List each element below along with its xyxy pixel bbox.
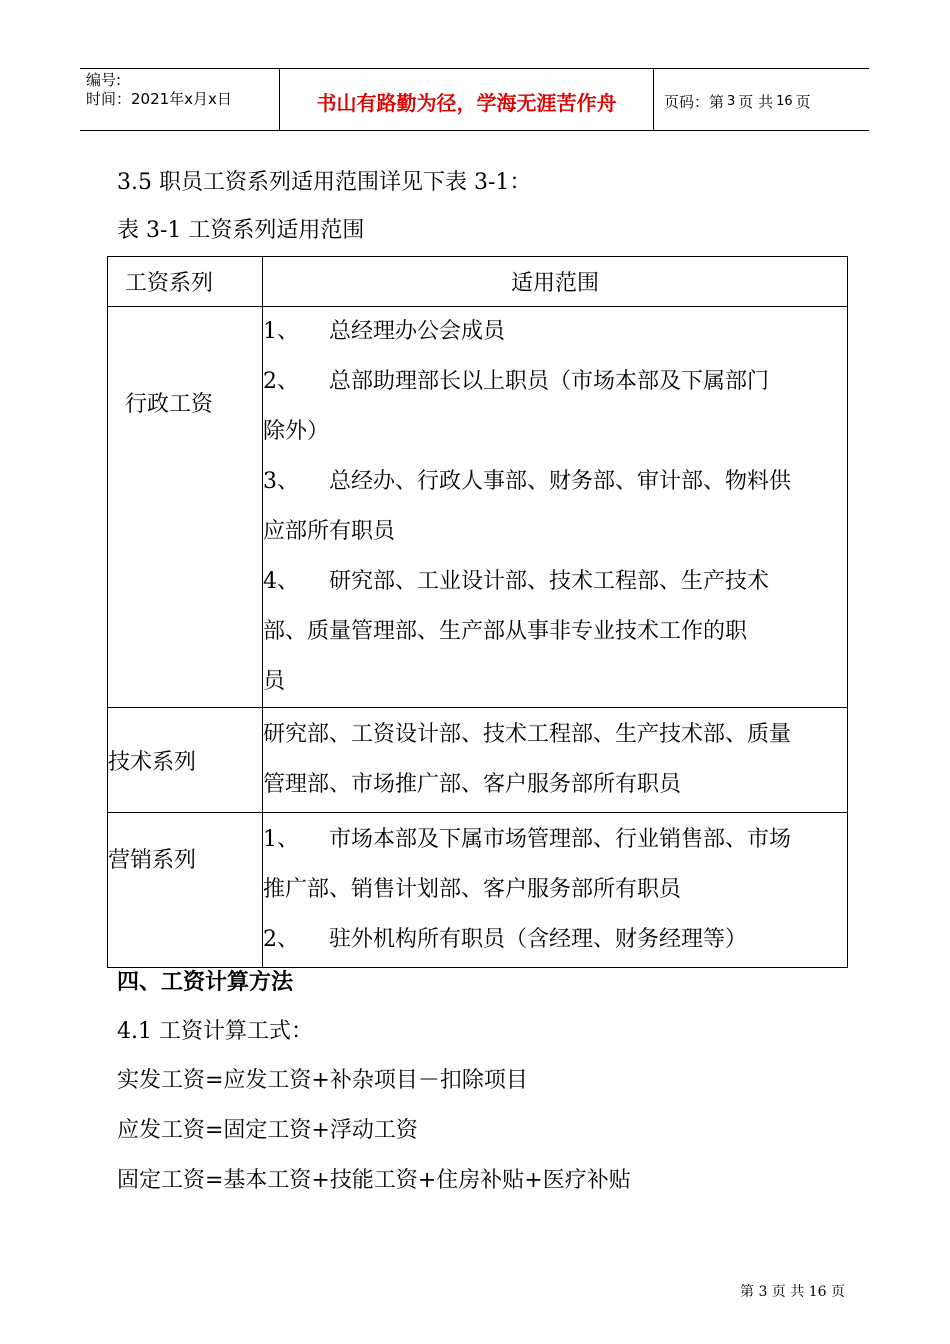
page-mid: 页 共	[738, 93, 774, 111]
list-item-continuation: 员	[263, 669, 286, 694]
table-row	[108, 708, 848, 813]
formula-line: 固定工资=基本工资+技能工资+住房补贴+医疗补贴	[117, 1168, 631, 1193]
document-date: 时间：2021年x月x日	[86, 90, 232, 108]
list-item-continuation: 应部所有职员	[263, 519, 396, 544]
table-header-row	[108, 257, 848, 307]
page-prefix: 页码：第	[664, 93, 725, 111]
scope-cell	[263, 708, 848, 813]
header-page-indicator	[654, 69, 869, 130]
table-row	[108, 307, 848, 708]
formula-line: 应发工资=固定工资+浮动工资	[117, 1118, 418, 1143]
list-item: 1、 市场本部及下属市场管理部、行业销售部、市场	[263, 827, 792, 852]
list-item: 3、 总经办、行政人事部、财务部、审计部、物料供	[263, 469, 792, 494]
table-row	[108, 813, 848, 968]
formula-line: 实发工资=应发工资+补杂项目－扣除项目	[117, 1068, 528, 1093]
page-suffix: 页	[795, 93, 811, 111]
list-item: 4、 研究部、工业设计部、技术工程部、生产技术	[263, 569, 770, 594]
header-meta	[80, 69, 280, 130]
scope-cell	[263, 813, 848, 968]
document-number-label: 编号:	[86, 71, 122, 89]
scope-line: 管理部、市场推广部、客户服务部所有职员	[263, 772, 682, 797]
intro-paragraph: 3.5 职员工资系列适用范围详见下表 3-1：	[117, 170, 532, 195]
scope-cell	[263, 307, 848, 708]
header-series: 工资系列	[108, 257, 263, 307]
category-cell: 技术系列	[108, 708, 263, 813]
list-item-continuation: 除外）	[263, 419, 330, 444]
page-header	[80, 68, 869, 131]
category-cell: 行政工资	[108, 307, 263, 708]
salary-series-table	[107, 256, 848, 968]
page-total: 16	[776, 94, 793, 109]
section-title: 四、工资计算方法	[117, 969, 294, 995]
page-footer: 第 3 页 共 16 页	[740, 1284, 845, 1300]
scope-line: 研究部、工资设计部、技术工程部、生产技术部、质量	[263, 722, 792, 747]
table-caption: 表 3-1 工资系列适用范围	[117, 218, 365, 243]
list-item: 2、 驻外机构所有职员（含经理、财务经理等）	[263, 927, 748, 952]
list-item: 1、 总经理办公会成员	[263, 319, 506, 344]
list-item: 2、 总部助理部长以上职员（市场本部及下属部门	[263, 369, 770, 394]
list-item-continuation: 部、质量管理部、生产部从事非专业技术工作的职	[263, 619, 748, 644]
header-motto: 书山有路勤为径，学海无涯苦作舟	[280, 69, 654, 130]
header-scope: 适用范围	[263, 257, 848, 307]
formula-intro: 4.1 工资计算工式：	[117, 1019, 313, 1044]
page-current: 3	[727, 94, 736, 109]
list-item-continuation: 推广部、销售计划部、客户服务部所有职员	[263, 877, 682, 902]
category-cell: 营销系列	[108, 813, 263, 968]
